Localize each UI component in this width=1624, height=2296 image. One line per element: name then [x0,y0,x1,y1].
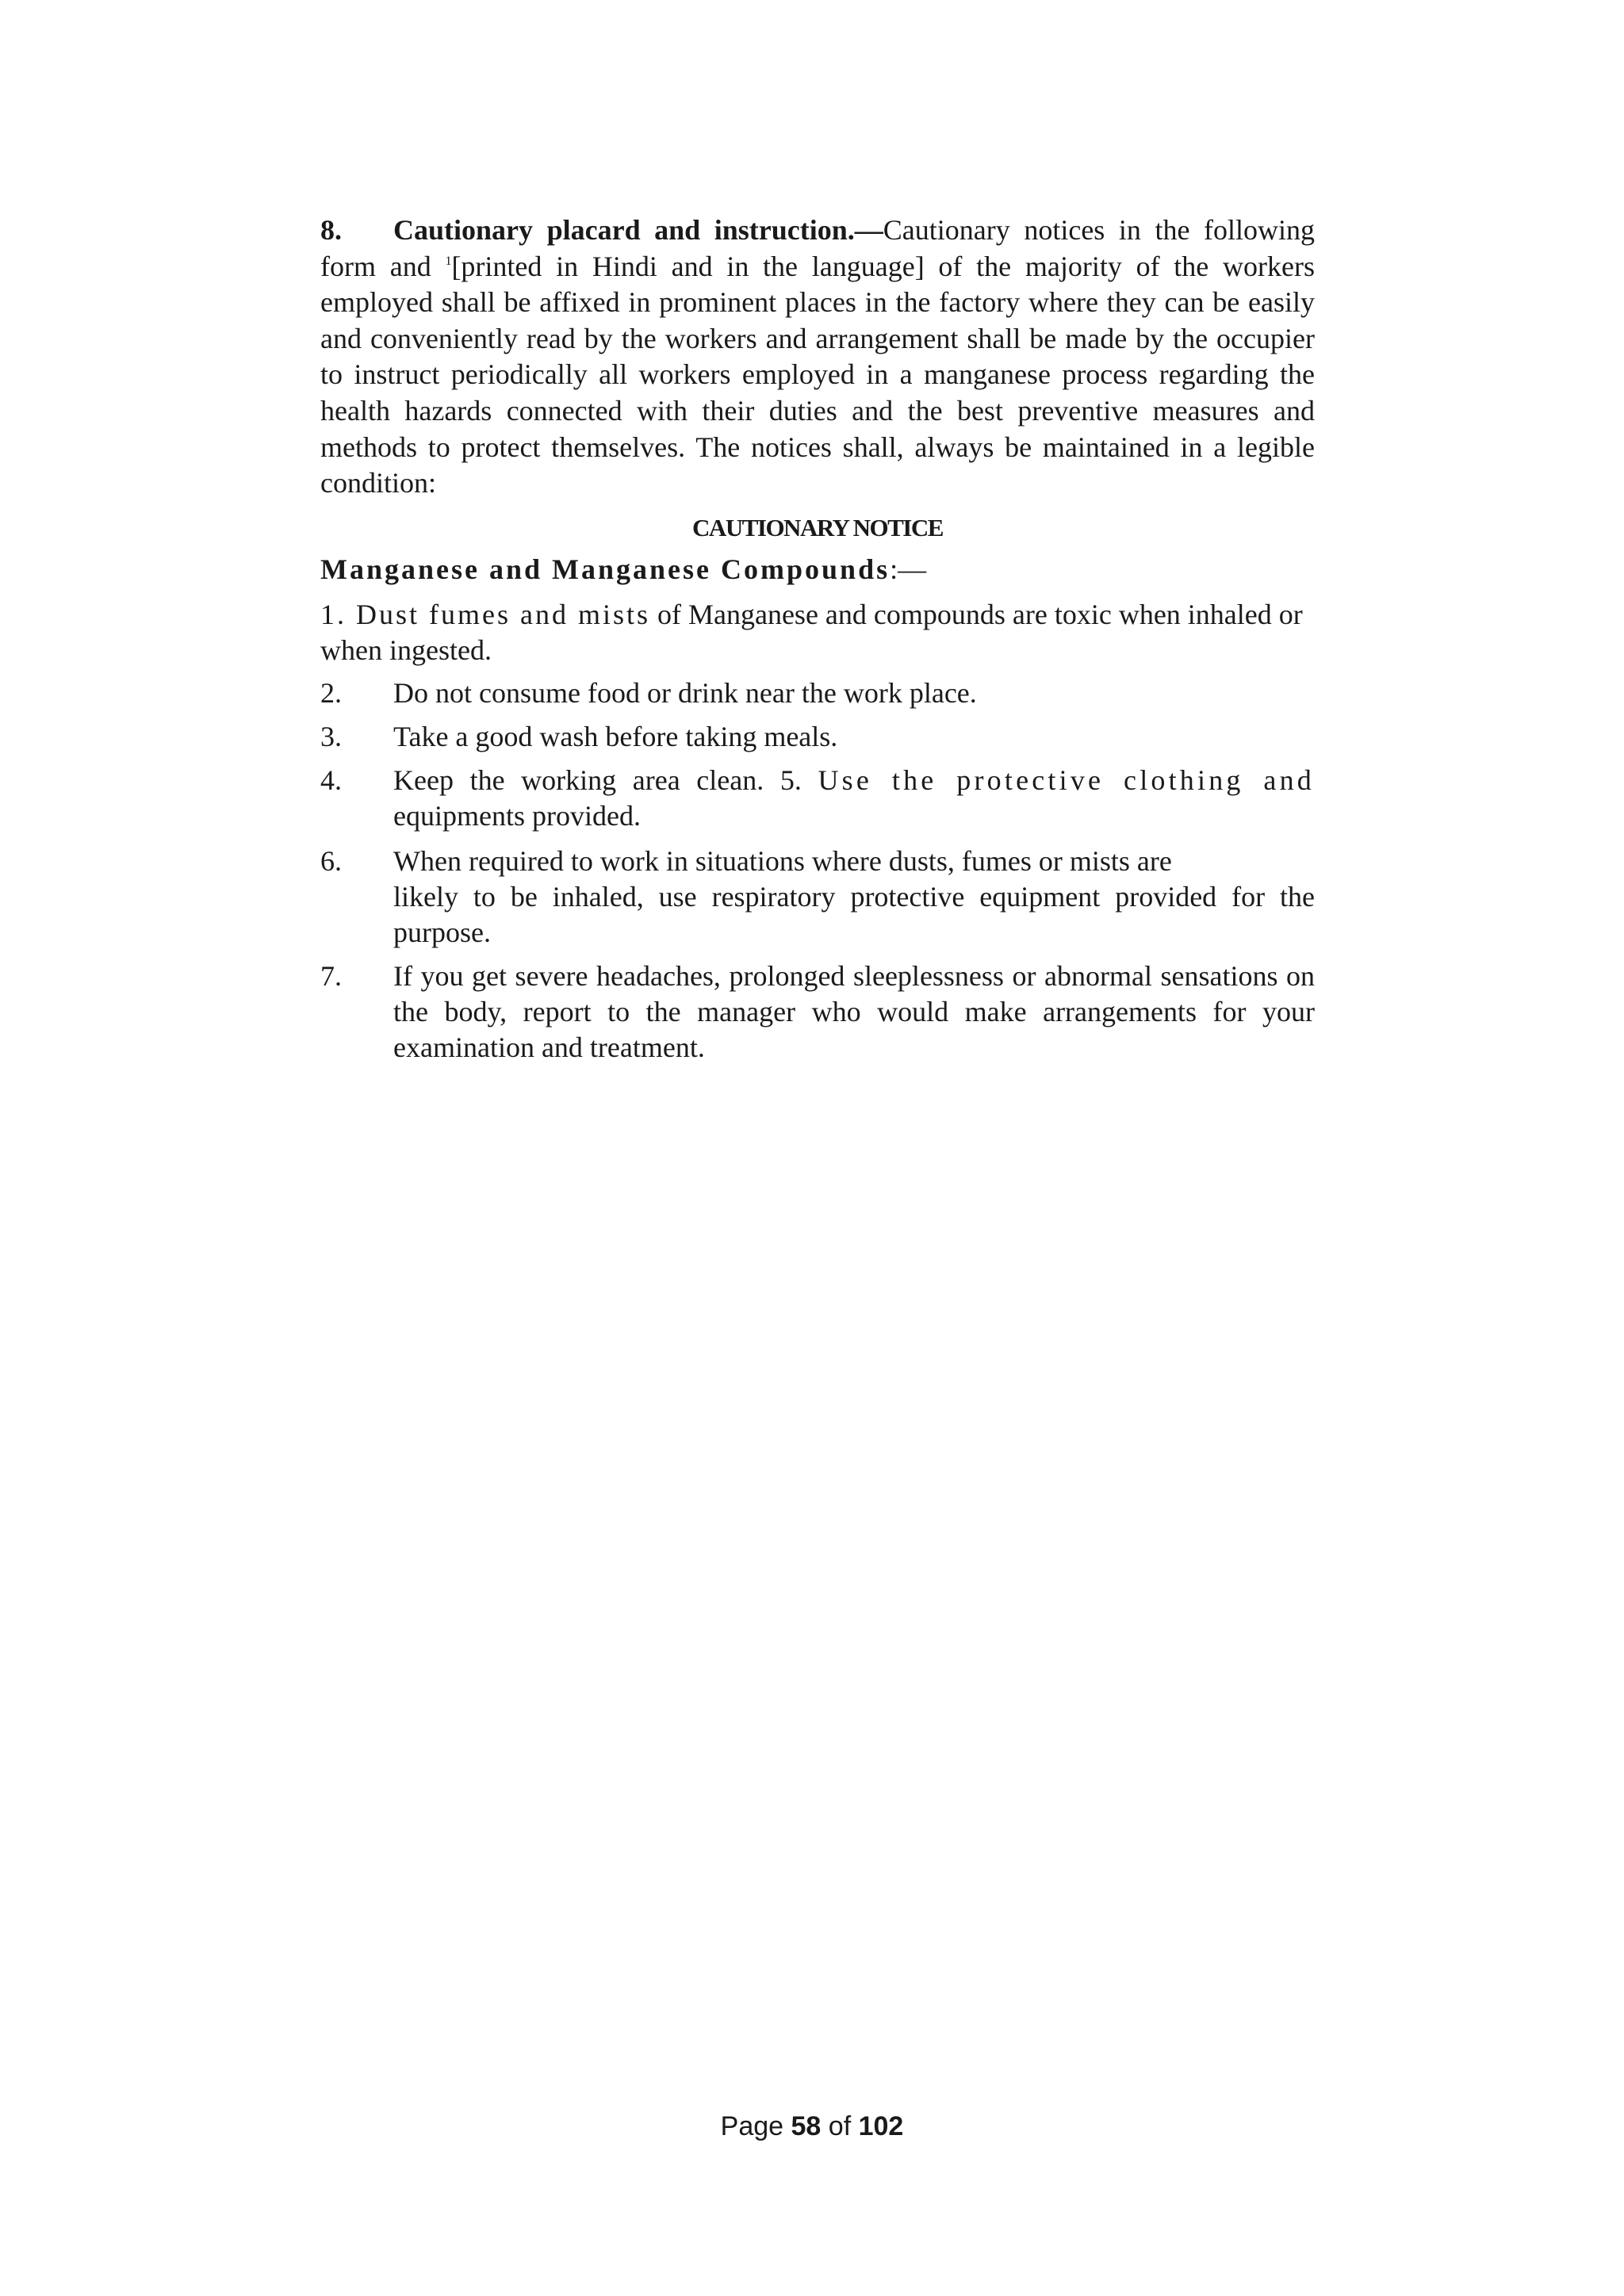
item-line-2: likely to be inhaled, use respiratory protective equipment provided for the [393,880,1315,913]
item-number: 3. [320,720,342,752]
section-8-paragraph [320,212,1315,502]
section-number: 8. [320,214,342,246]
footer-middle: of [821,2111,859,2141]
item-text: Do not consume food or drink near the work place. [393,676,977,709]
notice-item-4 [320,763,1315,834]
item-line-1: When required to work in situations where dusts, fumes or mists are [393,844,1172,877]
notice-item-7 [320,959,1315,1066]
notice-item-1-spaced-text: 1. Dust fumes and mists [320,598,650,630]
section-text-part-2: [printed in Hindi and in the language] of the majority of the workers employed shall be affixed in prominent places in the factory where they can be easily and conveniently read by the workers and arrangement shall be made by the occupier to instruct periodically all workers employed in a manganese process regarding the health hazards connected with their duties and the best preventive measures and methods to protect themselves. The notices shall, always be maintained in a legible condition: [320,250,1315,499]
notice-title: CAUTIONARY NOTICE [692,513,943,541]
notice-item-1 [320,597,1351,668]
item-text-part-c: equipments provided. [393,799,641,832]
section-heading: Cautionary placard and instruction.— [393,214,883,246]
notice-item-list [320,675,1351,1066]
notice-subheading-suffix: :— [890,553,927,585]
footnote-reference: 1 [445,254,452,268]
section-text-part-1: Cautionary notices in the following form and [320,214,1315,282]
total-page-count: 102 [858,2111,904,2141]
item-number: 4. [320,763,342,796]
item-text: If you get severe headaches, prolonged sleeplessness or abnormal sensations on the body, report to the manager who would make arrangements for your examination and treatment. [393,959,1315,1063]
notice-item-2 [320,675,1315,711]
notice-item-1-text: of Manganese and compounds are toxic when inhaled or when ingested. [320,598,1303,666]
notice-item-6 [320,844,1315,951]
item-number: 7. [320,959,342,992]
item-text: Take a good wash before taking meals. [393,720,838,752]
notice-item-3 [320,719,1315,755]
notice-subheading [320,551,1351,587]
item-number: 2. [320,676,342,709]
page-footer [0,2109,1624,2144]
item-number: 6. [320,844,342,877]
footer-prefix: Page [720,2111,791,2141]
item-line-3: purpose. [393,916,491,948]
notice-subheading-text: Manganese and Manganese Compounds [320,553,891,585]
item-text-part-a: Keep the working area clean. 5. [393,763,818,796]
item-text-part-b: Use the protective clothing and [818,763,1315,796]
item-line-1 [393,763,1315,798]
document-body [320,212,1351,1066]
current-page-number: 58 [791,2111,822,2141]
